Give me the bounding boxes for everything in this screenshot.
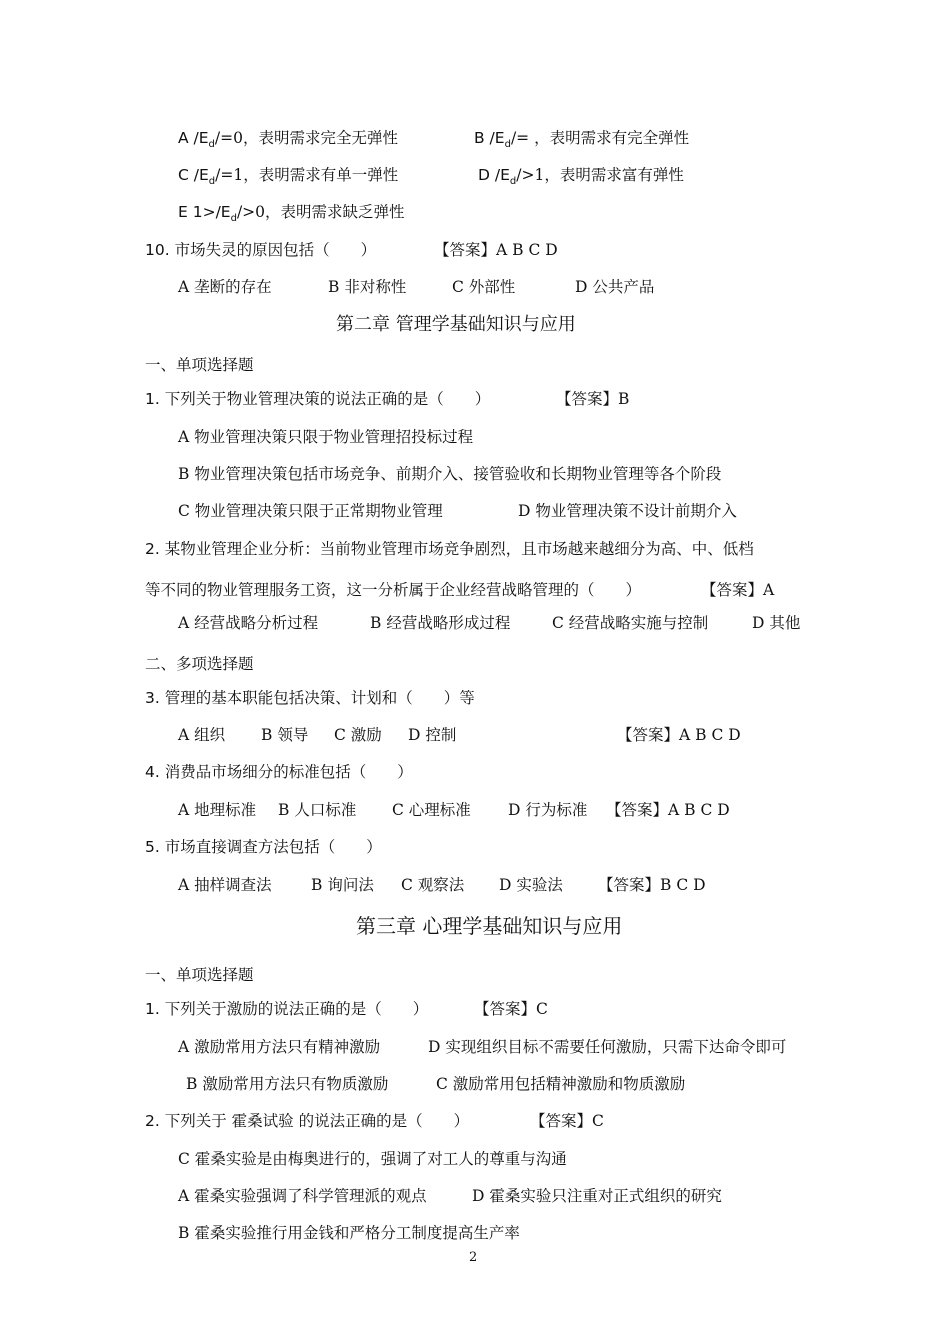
ch2-question-2-answer: 【答案】A (701, 581, 775, 599)
ch3-q2-option-d: D 霍桑实验只注重对正式组织的研究 (472, 1187, 722, 1205)
ch2-question-3-answer: 【答案】A B C D (617, 726, 741, 744)
ch3-q1-option-c: C 激励常用包括精神激励和物质激励 (436, 1075, 686, 1093)
ch2-q1-option-a: A 物业管理决策只限于物业管理招投标过程 (178, 428, 474, 446)
question-10-answer: 【答案】A B C D (434, 241, 558, 259)
chapter-3-title: 第三章 心理学基础知识与应用 (356, 914, 623, 938)
ch3-q2-option-c: C 霍桑实验是由梅奥进行的，强调了对工人的尊重与沟通 (178, 1150, 567, 1168)
ch3-question-2-answer: 【答案】C (530, 1112, 604, 1130)
ch2-q4-option-a: A 地理标准 (178, 801, 257, 819)
ch2-q5-option-d: D 实验法 (499, 876, 563, 894)
ch2-q1-option-c: C 物业管理决策只限于正常期物业管理 (178, 502, 443, 520)
ch2-q2-option-b: B 经营战略形成过程 (370, 614, 511, 632)
q10-option-a: A 垄断的存在 (178, 278, 272, 296)
ch2-question-5-answer: 【答案】B C D (598, 876, 706, 894)
ch2-q2-option-a: A 经营战略分析过程 (178, 614, 319, 632)
ch3-q2-option-a: A 霍桑实验强调了科学管理派的观点 (178, 1187, 427, 1205)
ch2-q5-option-a: A 抽样调查法 (178, 876, 272, 894)
ch2-question-5: 5. 市场直接调查方法包括（ ） (145, 838, 382, 856)
ch2-q5-option-b: B 询问法 (311, 876, 374, 894)
ch3-question-1-answer: 【答案】C (474, 1000, 548, 1018)
page-number: 2 (469, 1250, 478, 1265)
chapter-2-title: 第二章 管理学基础知识与应用 (336, 314, 576, 335)
ch2-q3-option-a: A 组织 (178, 726, 226, 744)
q10-option-c: C 外部性 (452, 278, 516, 296)
question-10: 10. 市场失灵的原因包括（ ） (145, 241, 377, 259)
ch2-question-3: 3. 管理的基本职能包括决策、计划和（ ）等 (145, 689, 475, 707)
elasticity-option-b: B $/E_d/=$ ，表明需求有完全弹性 (474, 129, 690, 150)
elasticity-option-e: E $1>/E_d/>0$，表明需求缺乏弹性 (178, 203, 405, 224)
q10-option-b: B 非对称性 (328, 278, 407, 296)
elasticity-option-d: D $/E_d/>1$，表明需求富有弹性 (478, 166, 684, 187)
ch3-q2-option-b: B 霍桑实验推行用金钱和严格分工制度提高生产率 (178, 1224, 520, 1242)
ch2-q3-option-d: D 控制 (408, 726, 457, 744)
ch2-question-1: 1. 下列关于物业管理决策的说法正确的是（ ） (145, 390, 491, 408)
ch3-q1-option-d: D 实现组织目标不需要任何激励，只需下达命令即可 (428, 1038, 787, 1056)
ch3-question-2: 2. 下列关于 霍桑试验 的说法正确的是（ ） (145, 1112, 470, 1130)
ch2-q3-option-c: C 激励 (334, 726, 382, 744)
ch2-question-4-answer: 【答案】A B C D (606, 801, 730, 819)
ch2-section-multiple-choice: 二、多项选择题 (145, 655, 254, 673)
ch2-q4-option-b: B 人口标准 (278, 801, 357, 819)
ch2-q5-option-c: C 观察法 (401, 876, 465, 894)
ch3-question-1: 1. 下列关于激励的说法正确的是（ ） (145, 1000, 429, 1018)
ch2-question-2-line2: 等不同的物业管理服务工资，这一分析属于企业经营战略管理的（ ） (145, 581, 642, 599)
q10-option-d: D 公共产品 (575, 278, 655, 296)
ch2-question-4: 4. 消费品市场细分的标准包括（ ） (145, 763, 413, 781)
ch2-question-1-answer: 【答案】B (556, 390, 630, 408)
ch2-q2-option-c: C 经营战略实施与控制 (552, 614, 709, 632)
ch2-section-single-choice: 一、单项选择题 (145, 356, 254, 374)
elasticity-option-c: C $/E_d/=1$，表明需求有单一弹性 (178, 166, 399, 187)
ch2-q1-option-b: B 物业管理决策包括市场竞争、前期介入、接管验收和长期物业管理等各个阶段 (178, 465, 722, 483)
ch2-question-2: 2. 某物业管理企业分析：当前物业管理市场竞争剧烈，且市场越来越细分为高、中、低档 (145, 540, 754, 558)
ch3-q1-option-b: B 激励常用方法只有物质激励 (186, 1075, 389, 1093)
ch2-q2-option-d: D 其他 (752, 614, 801, 632)
ch2-q3-option-b: B 领导 (261, 726, 309, 744)
ch3-q1-option-a: A 激励常用方法只有精神激励 (178, 1038, 381, 1056)
ch2-q4-option-c: C 心理标准 (392, 801, 471, 819)
ch3-section-single-choice: 一、单项选择题 (145, 966, 254, 984)
elasticity-option-a: A $/E_d/=0$，表明需求完全无弹性 (178, 129, 398, 150)
ch2-q4-option-d: D 行为标准 (508, 801, 588, 819)
ch2-q1-option-d: D 物业管理决策不设计前期介入 (518, 502, 737, 520)
